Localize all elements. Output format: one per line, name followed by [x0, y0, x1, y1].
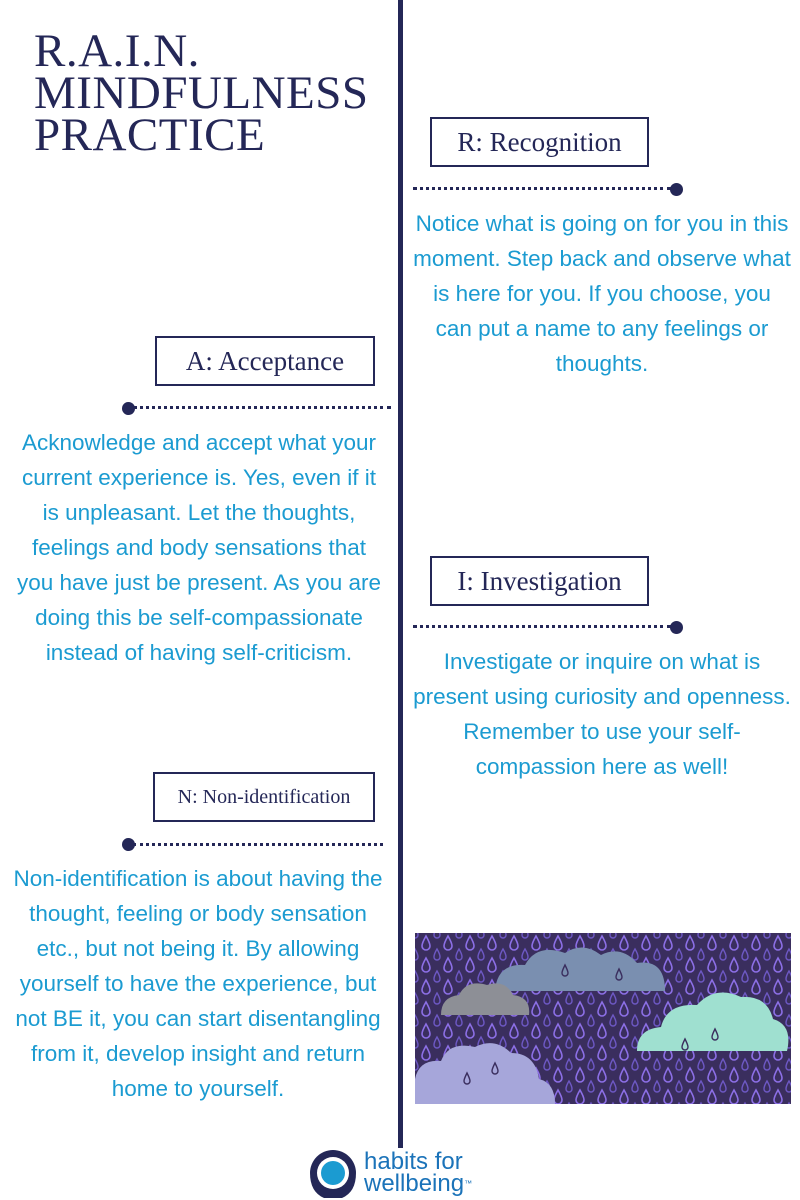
acceptance-connector [133, 406, 391, 409]
recognition-label: R: Recognition [457, 126, 622, 157]
investigation-label: I: Investigation [457, 565, 622, 596]
rain-clouds-illustration [415, 933, 791, 1104]
logo-line-2-text: wellbeing [364, 1170, 465, 1197]
investigation-text: Investigate or inquire on what is present using curiosity and openness. Remember to use your self-compassion here as well! [413, 649, 791, 779]
trademark-symbol: ™ [464, 1179, 473, 1188]
non-identification-text: Non-identification is about having the thought, feeling or body sensation etc., but not being it. By allowing yourself to have the experience, but not BE it, you can start disentangling from it, develop insight and return home to yourself. [13, 866, 383, 1101]
recognition-connector [413, 187, 671, 190]
habits-for-wellbeing-logo [308, 1148, 508, 1200]
logo-line-1: habits for [364, 1148, 463, 1175]
timeline-divider [398, 0, 403, 1148]
title-line-1: R.A.I.N. [34, 25, 200, 77]
logo-line-2 [364, 1170, 473, 1197]
habits-for-wellbeing-logo-icon [308, 1148, 358, 1200]
recognition-text: Notice what is going on for you in this moment. Step back and observe what is here for you. If you choose, you can put a name to any feelings or thoughts. [413, 211, 791, 376]
investigation-connector-dot [670, 621, 683, 634]
non-identification-connector [133, 843, 383, 846]
recognition-connector-dot [670, 183, 683, 196]
non-identification-label: N: Non-identification [177, 785, 351, 808]
investigation-connector [413, 625, 671, 628]
title-line-2: MINDFULNESS [34, 67, 369, 119]
acceptance-text: Acknowledge and accept what your current experience is. Yes, even if it is unpleasant. Let the thoughts, feelings and body sensations that you have just be present. As you are doing this be self-compassionate instead of having self-criticism. [17, 430, 381, 665]
acceptance-label-box [155, 336, 375, 386]
page-title [34, 25, 369, 161]
non-identification-label-box [153, 772, 375, 822]
investigation-label-box [430, 556, 649, 606]
recognition-label-box [430, 117, 649, 167]
logo-wordmark [364, 1148, 473, 1197]
acceptance-label: A: Acceptance [185, 345, 345, 376]
title-line-3: PRACTICE [34, 109, 266, 161]
